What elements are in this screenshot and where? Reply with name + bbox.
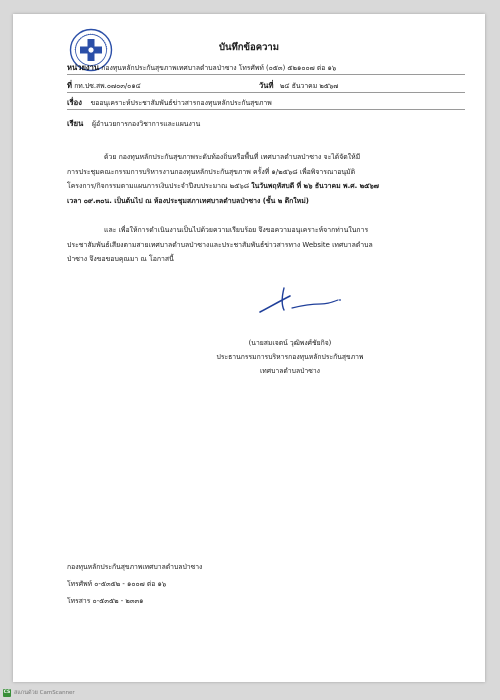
meeting-date-emphasis: ในวันพฤหัสบดี ที่ ๒๖ ธันวาคม พ.ศ. ๒๕๖๗	[251, 182, 379, 190]
date-value: ๒๔ ธันวาคม ๒๕๖๗	[279, 82, 339, 90]
subject-label: เรื่อง	[67, 98, 82, 107]
scanner-text: สแกนด้วย CamScanner	[14, 690, 75, 696]
body-paragraph-2	[67, 223, 487, 267]
text-line: การประชุมคณะกรรมการบริหารงานกองทุนหลักประกันสุขภาพ ครั้งที่ ๑/๒๕๖๘ เพื่อพิจารณาอนุมัติ	[67, 167, 356, 176]
signer-organization: เทศบาลตำบลป่าซาง	[259, 367, 320, 375]
agency-label: หน่วยงาน	[67, 63, 100, 72]
ref-value: กท.ปซ.สพ.๐๗๐๓/๐๑๔	[74, 82, 141, 90]
date-label: วันที่	[259, 81, 274, 90]
footer-phone: โทรศัพท์ ๐-๕๓๕๒ - ๑๐๐๗ ต่อ ๑๖	[67, 580, 167, 588]
memo-page	[13, 14, 485, 682]
signer-name: (นายสมเจตน์ วุฒิพงศ์ชัยกิจ)	[248, 339, 332, 347]
date-line	[259, 80, 338, 92]
divider	[67, 92, 465, 93]
memo-title: บันทึกข้อความ	[218, 42, 280, 53]
to-value: ผู้อำนวยการกองวิชาการและแผนงาน	[91, 120, 201, 128]
meeting-time-emphasis: เวลา ๐๙.๓๐น. เป็นต้นไป ณ ห้องประชุมสภาเทศบาลตำบลป่าซาง (ชั้น ๒ ตึกใหม่)	[67, 196, 309, 205]
text-line	[67, 194, 487, 209]
signer-position: ประธานกรรมการบริหารกองทุนหลักประกันสุขภาพ	[216, 353, 364, 361]
text-line: และ เพื่อให้การดำเนินงานเป็นไปด้วยความเรียบร้อย จึงขอความอนุเคราะห์จากท่านในการ	[104, 226, 369, 234]
agency-line	[67, 62, 336, 74]
camscanner-icon: CS	[3, 690, 11, 695]
recipient-line	[67, 118, 200, 130]
to-label: เรียน	[67, 119, 84, 128]
signature-block	[205, 336, 375, 378]
text-line	[67, 179, 487, 194]
text-line: ประชาสัมพันธ์เสียงตามสายเทศบาลตำบลป่าซางและประชาสัมพันธ์ข่าวสารทาง Website เทศบาลตำบล	[67, 240, 373, 249]
text-fragment: โครงการ/กิจกรรมตามแผนการเงินประจำปีงบประมาณ ๒๕๖๘	[67, 182, 252, 190]
text-line: ด้วย กองทุนหลักประกันสุขภาพระดับท้องถิ่นหรือพื้นที่ เทศบาลตำบลป่าซาง จะได้จัดให้มี	[104, 153, 361, 161]
body-paragraph-1	[67, 150, 487, 208]
ref-label: ที่	[67, 81, 73, 90]
contact-footer	[67, 559, 202, 610]
subject-value: ขออนุเคราะห์ประชาสัมพันธ์ข่าวสารกองทุนหลักประกันสุขภาพ	[90, 99, 272, 107]
scanner-watermark	[3, 689, 75, 697]
subject-line	[67, 97, 272, 109]
reference-line	[67, 80, 141, 92]
divider	[67, 74, 465, 75]
handwritten-signature	[254, 282, 349, 318]
text-line: ป่าซาง จึงขอขอบคุณมา ณ โอกาสนี้	[67, 255, 174, 263]
agency-value: กองทุนหลักประกันสุขภาพเทศบาลตำบลป่าซาง โทรศัพท์ (๐๕๓) ๕๒๑๐๐๗ ต่อ ๑๖	[101, 64, 337, 72]
footer-fax: โทรสาร ๐-๕๓๕๒ - ๒๓๓๑	[67, 597, 144, 605]
divider	[67, 109, 465, 110]
footer-org: กองทุนหลักประกันสุขภาพเทศบาลตำบลป่าซาง	[67, 563, 203, 571]
